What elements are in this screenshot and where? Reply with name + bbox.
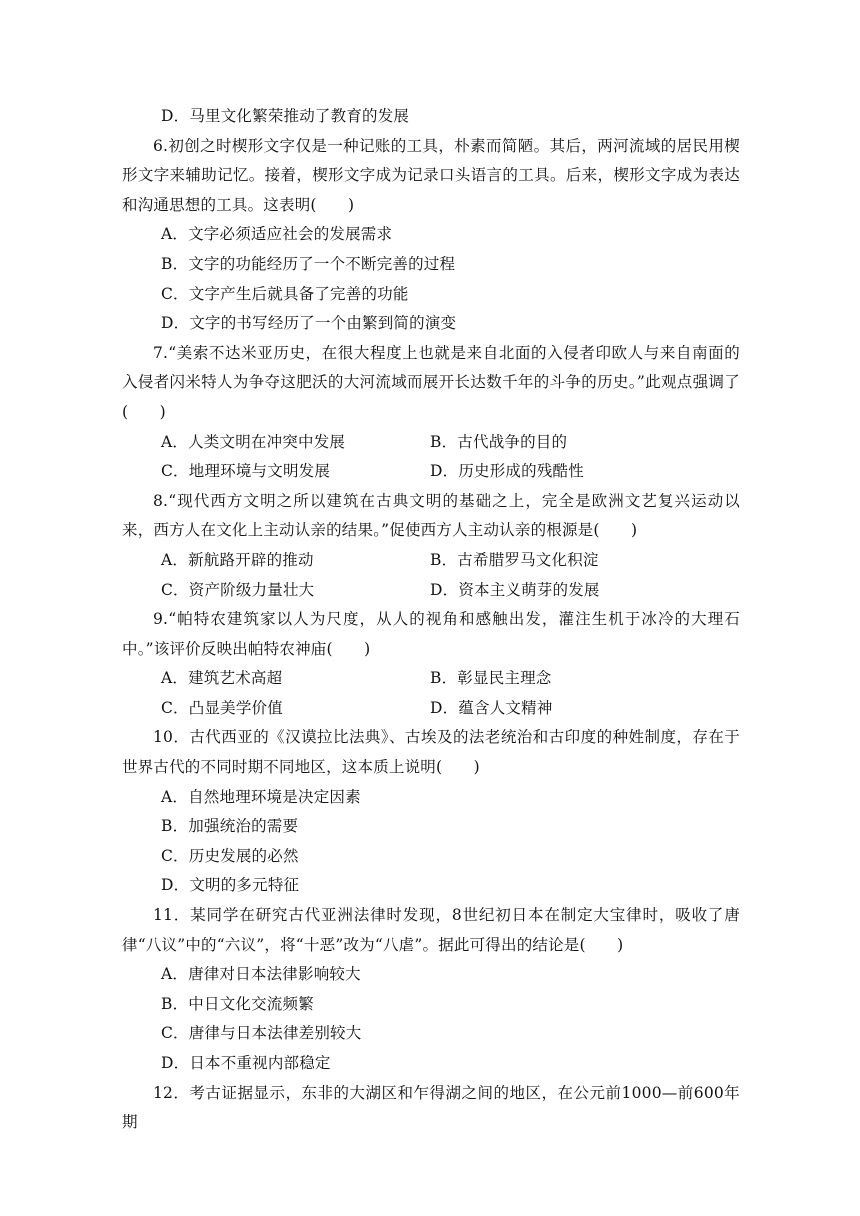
question-6 [122,132,740,339]
question-8-option-a: A．新航路开辟的推动 [161,550,314,569]
question-10-option-c: C．历史发展的必然 [161,846,299,865]
question-9-stem: 9.“帕特农建筑家以人为尺度，从人的视角和感触出发，灌注生机于冰冷的大理石中。”该评价反映出帕特农神庙( ) [122,610,740,658]
question-8-option-b: B．古希腊罗马文化积淀 [430,550,599,569]
question-9-option-c: C．凸显美学价值 [161,698,283,717]
question-11-option-d: D．日本不重视内部稳定 [161,1054,331,1072]
question-8-options-row-1 [122,546,740,576]
question-11-option-c: C．唐律与日本法律差别较大 [161,1024,362,1043]
question-6-option-b: B．文字的功能经历了一个不断完善的过程 [161,254,456,273]
question-11-option-b: B．中日文化交流频繁 [161,994,314,1013]
question-8-stem: 8.“现代西方文明之所以建筑在古典文明的基础之上，完全是欧洲文艺复兴运动以来，西方人在文化上主动认亲的结果。”促使西方人主动认亲的根源是( ) [122,491,740,540]
question-9-options-row-1 [122,664,740,694]
question-8-option-d: D．资本主义萌芽的发展 [430,580,600,599]
question-9 [122,605,740,723]
question-11 [122,901,740,1079]
question-6-option-a: A．文字必须适应社会的发展需求 [161,225,393,244]
question-12 [122,1079,740,1138]
question-11-option-a: A．唐律对日本法律影响较大 [161,965,361,984]
question-10-option-a: A．自然地理环境是决定因素 [161,787,361,806]
question-8 [122,487,740,605]
question-7-option-a: A．人类文明在冲突中发展 [161,432,346,451]
question-7-option-b: B．古代战争的目的 [430,432,568,451]
question-11-stem: 11．某同学在研究古代亚洲法律时发现，8世纪初日本在制定大宝律时，吸收了唐律“八议”中的“六议”，将“十恶”改为“八虐”。据此可得出的结论是( ) [122,906,740,954]
question-6-option-d: D．文字的书写经历了一个由繁到简的演变 [161,314,457,333]
question-10-option-d: D．文明的多元特征 [161,876,300,895]
question-7-options-row-2 [122,457,740,487]
question-8-option-c: C．资产阶级力量壮大 [161,580,315,599]
question-10-stem: 10．古代西亚的《汉谟拉比法典》、古埃及的法老统治和古印度的种姓制度，存在于世界古代的不同时期不同地区，这本质上说明( ) [122,728,740,777]
question-9-options-row-2 [122,694,740,724]
question-6-option-c: C．文字产生后就具备了完善的功能 [161,284,409,303]
question-7-option-c: C．地理环境与文明发展 [161,462,331,481]
question-12-stem: 12．考古证据显示，东非的大湖区和乍得湖之间的地区，在公元前1000—前600年期 [122,1083,740,1132]
question-10 [122,723,740,901]
question-9-option-d: D．蕴含人文精神 [430,698,553,717]
question-9-option-a: A．建筑艺术高超 [161,669,283,688]
question-7 [122,339,740,487]
question-6-stem: 6.初创之时楔形文字仅是一种记账的工具，朴素而简陋。其后，两河流域的居民用楔形文字来辅助记忆。接着，楔形文字成为记录口头语言的工具。后来，楔形文字成为表达和沟通思想的工具。这表明( ) [122,136,740,214]
question-7-options-row-1 [122,428,740,458]
question-10-option-b: B．加强统治的需要 [161,817,299,836]
question-8-options-row-2 [122,576,740,606]
question-7-option-d: D．历史形成的残酷性 [430,462,584,481]
document-body [122,102,740,1138]
q5-option-d: D．马里文化繁荣推动了教育的发展 [161,107,410,125]
question-9-option-b: B．彰显民主理念 [430,669,552,688]
question-7-stem: 7.“美索不达米亚历史，在很大程度上也就是来自北面的入侵者印欧人与来自南面的入侵者闪米特人为争夺这肥沃的大河流域而展开长达数千年的斗争的历史。”此观点强调了( ) [122,343,740,421]
